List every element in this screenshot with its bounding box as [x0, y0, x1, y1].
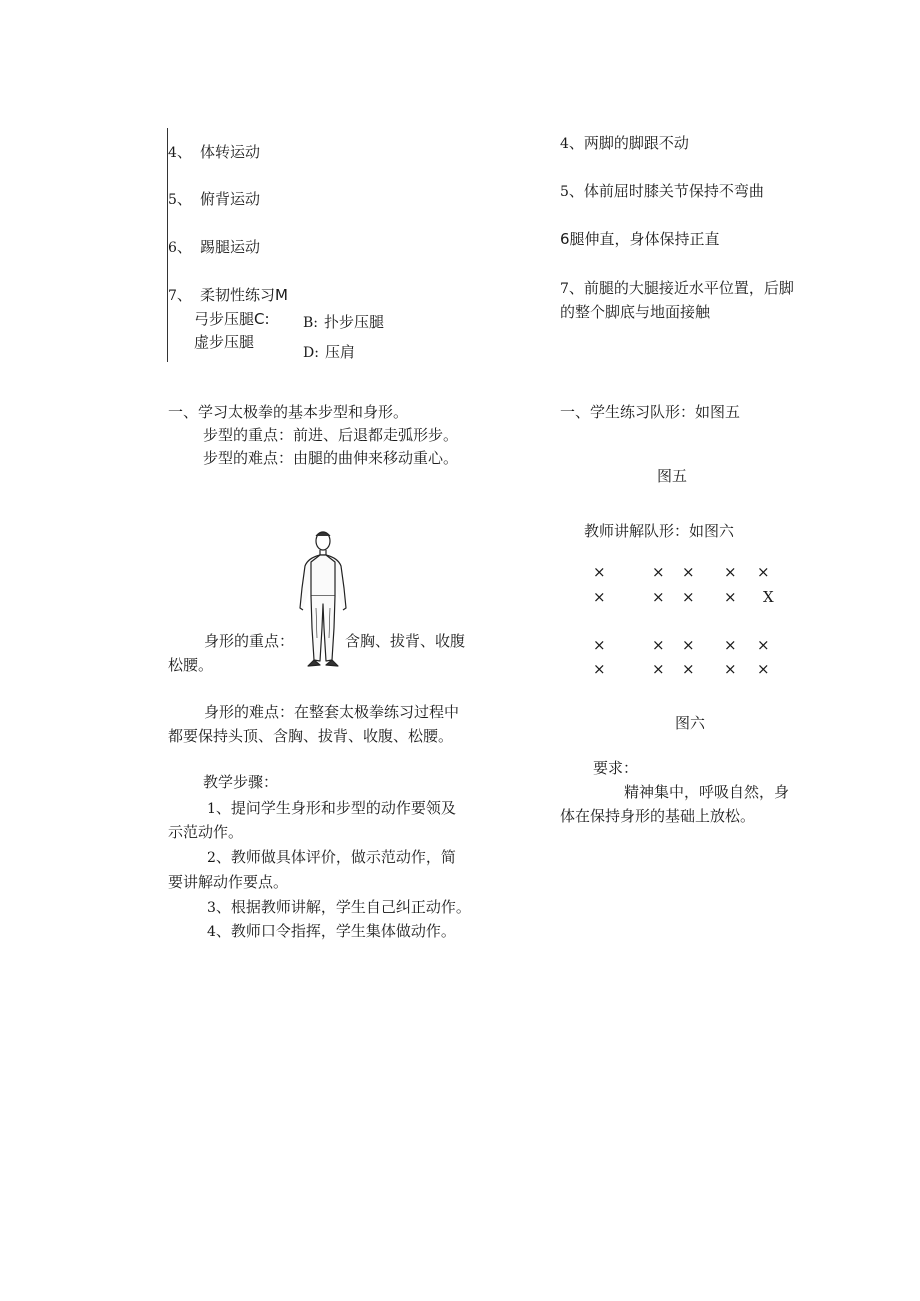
- formation-mark: ×: [652, 660, 665, 678]
- formation-mark: ×: [652, 563, 665, 581]
- right-item-7-cont: 的整个脚底与地面接触: [560, 303, 711, 321]
- body-difficulty: 身形的难点：在整套太极拳练习过程中: [204, 703, 460, 721]
- standing-person-figure-icon: [294, 528, 352, 670]
- formation-mark: ×: [652, 588, 665, 606]
- left-item-4: 4、 体转运动: [168, 143, 260, 161]
- sub-item-d: D: 压肩: [303, 343, 355, 361]
- formation-mark: ×: [682, 588, 695, 606]
- section-title-right: 一、学生练习队形：如图五: [560, 403, 741, 421]
- formation-mark: ×: [652, 636, 665, 654]
- formation-mark: ×: [593, 588, 606, 606]
- steps-title: 教学步骤：: [203, 773, 279, 791]
- figure-5-caption: 图五: [657, 467, 688, 485]
- step-3: 3、根据教师讲解，学生自己纠正动作。: [207, 898, 471, 916]
- formation-mark: ×: [593, 660, 606, 678]
- sub-item-c: 虚步压腿: [194, 333, 255, 351]
- requirements-title: 要求：: [593, 759, 639, 777]
- formation-mark: ×: [682, 636, 695, 654]
- step-2: 2、教师做具体评价，做示范动作，简: [207, 848, 456, 866]
- requirements-text: 精神集中，呼吸自然，身: [624, 783, 790, 801]
- right-item-4: 4、两脚的脚跟不动: [560, 134, 689, 152]
- formation-mark: ×: [757, 563, 770, 581]
- left-item-7: 7、 柔韧性练习M: [168, 286, 288, 304]
- left-item-5: 5、 俯背运动: [168, 190, 260, 208]
- section-title-left: 一、学习太极拳的基本步型和身形。: [168, 403, 409, 421]
- formation-mark: ×: [757, 660, 770, 678]
- figure-6-caption: 图六: [675, 714, 706, 732]
- right-item-5: 5、体前屈时膝关节保持不弯曲: [560, 182, 764, 200]
- formation-mark: ×: [724, 563, 737, 581]
- step-2-cont: 要讲解动作要点。: [168, 873, 289, 891]
- formation-mark: ×: [724, 636, 737, 654]
- formation-mark: ×: [757, 636, 770, 654]
- formation-mark: ×: [593, 636, 606, 654]
- formation-mark: ×: [682, 563, 695, 581]
- teacher-formation: 教师讲解队形：如图六: [584, 522, 735, 540]
- formation-mark: X: [763, 588, 774, 606]
- right-item-7: 7、前腿的大腿接近水平位置，后脚: [560, 279, 794, 297]
- body-key-points: 含胸、拔背、收腹: [345, 632, 466, 650]
- step-1-cont: 示范动作。: [168, 823, 244, 841]
- formation-mark: ×: [593, 563, 606, 581]
- left-item-6: 6、 踢腿运动: [168, 238, 260, 256]
- formation-mark: ×: [724, 588, 737, 606]
- body-key-cont: 松腰。: [168, 656, 214, 674]
- body-difficulty-cont: 都要保持头顶、含胸、拔背、收腹、松腰。: [168, 727, 454, 745]
- step-difficulty: 步型的难点：由腿的曲伸来移动重心。: [203, 449, 459, 467]
- formation-mark: ×: [682, 660, 695, 678]
- step-key: 步型的重点：前进、后退都走弧形步。: [203, 426, 459, 444]
- requirements-text-cont: 体在保持身形的基础上放松。: [560, 807, 756, 825]
- step-1: 1、提问学生身形和步型的动作要领及: [207, 799, 456, 817]
- right-item-6: 6腿伸直，身体保持正直: [560, 230, 720, 248]
- sub-item-a: 弓步压腿C:: [194, 310, 270, 328]
- body-key-label: 身形的重点：: [204, 632, 295, 650]
- sub-item-b: B: 扑步压腿: [303, 313, 385, 331]
- formation-mark: ×: [724, 660, 737, 678]
- step-4: 4、教师口令指挥，学生集体做动作。: [207, 922, 456, 940]
